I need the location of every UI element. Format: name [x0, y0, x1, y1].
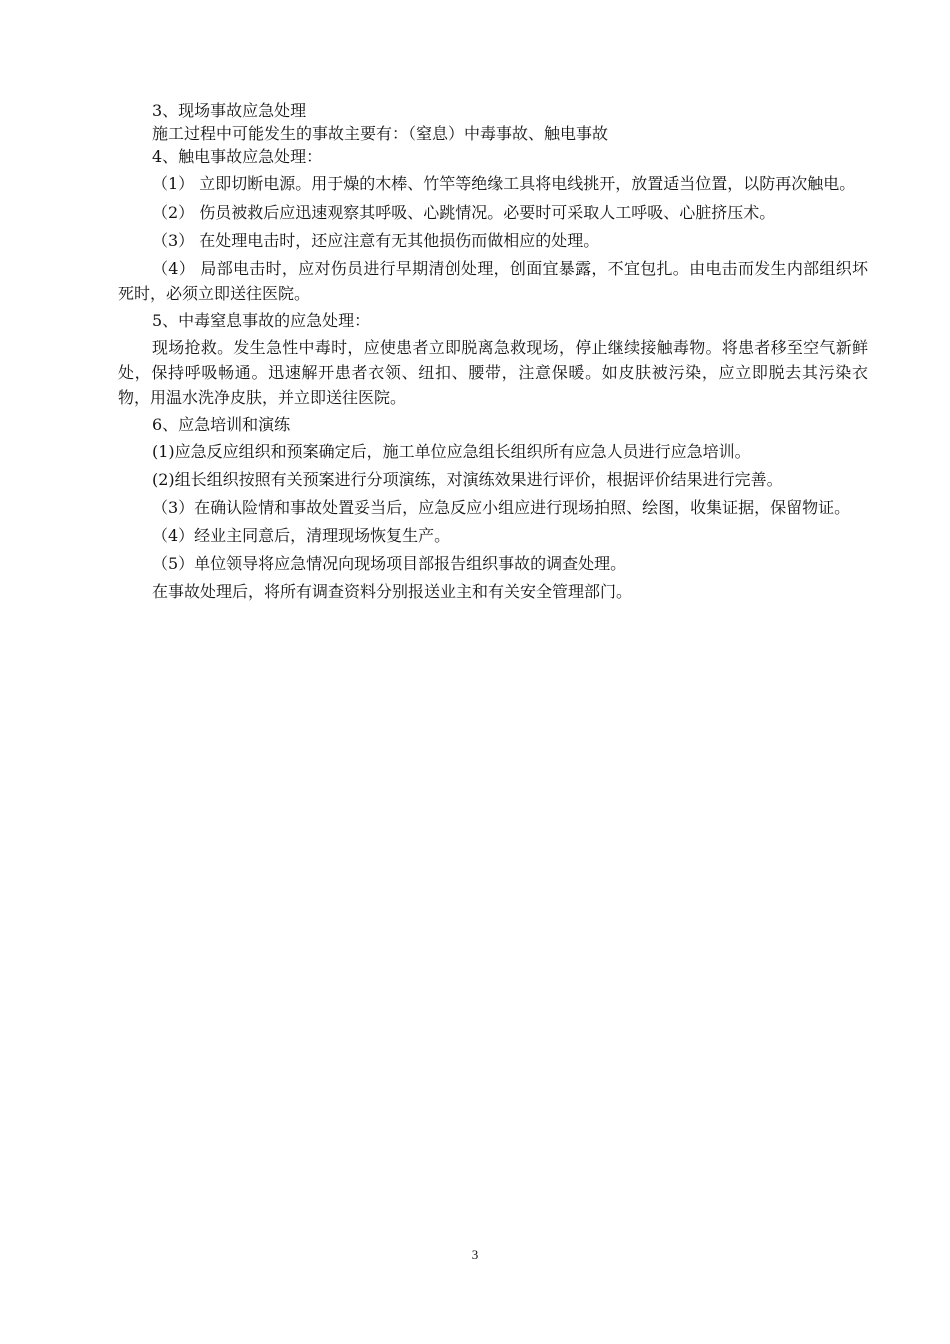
page-number: 3: [471, 1247, 479, 1262]
section-heading-4: 4、触电事故应急处理：: [152, 147, 323, 166]
training-item-2: (2)组长组织按照有关预案进行分项演练，对演练效果进行评价，根据评价结果进行完善。: [152, 470, 783, 489]
paragraph-accident-types: 施工过程中可能发生的事故主要有：（窒息）中毒事故、触电事故: [152, 124, 609, 143]
section-heading-6: 6、应急培训和演练: [152, 415, 291, 434]
electric-shock-item-4: （4） 局部电击时，应对伤员进行早期清创处理，创面宜暴露，不宜包扎。由电击而发生内部组织坏死时，必须立即送往医院。: [118, 259, 868, 303]
training-item-3: （3）在确认险情和事故处置妥当后，应急反应小组应进行现场拍照、绘图，收集证据，保留物证。: [152, 498, 851, 517]
training-item-5: （5）单位领导将应急情况向现场项目部报告组织事故的调查处理。: [152, 554, 627, 573]
section-heading-5: 5、中毒窒息事故的应急处理：: [152, 311, 371, 330]
section-heading-3: 3、现场事故应急处理: [152, 101, 307, 120]
training-item-1: (1)应急反应组织和预案确定后，施工单位应急组长组织所有应急人员进行应急培训。: [152, 442, 751, 461]
electric-shock-item-2: （2） 伤员被救后应迅速观察其呼吸、心跳情况。必要时可采取人工呼吸、心脏挤压术。: [152, 203, 776, 222]
poisoning-rescue-paragraph: 现场抢救。发生急性中毒时，应使患者立即脱离急救现场，停止继续接触毒物。将患者移至空气新鲜处，保持呼吸畅通。迅速解开患者衣领、纽扣、腰带，注意保暖。如皮肤被污染，应立即脱去其污染衣物，用温水洗净皮肤，并立即送往医院。: [118, 338, 868, 407]
electric-shock-item-3: （3） 在处理电击时，还应注意有无其他损伤而做相应的处理。: [152, 231, 600, 250]
electric-shock-item-1: （1） 立即切断电源。用于燥的木棒、竹竿等绝缘工具将电线挑开，放置适当位置，以防再次触电。: [152, 174, 856, 193]
closing-paragraph: 在事故处理后，将所有调查资料分别报送业主和有关安全管理部门。: [152, 582, 633, 601]
training-item-4: （4）经业主同意后，清理现场恢复生产。: [152, 526, 451, 545]
document-body: [118, 99, 868, 604]
